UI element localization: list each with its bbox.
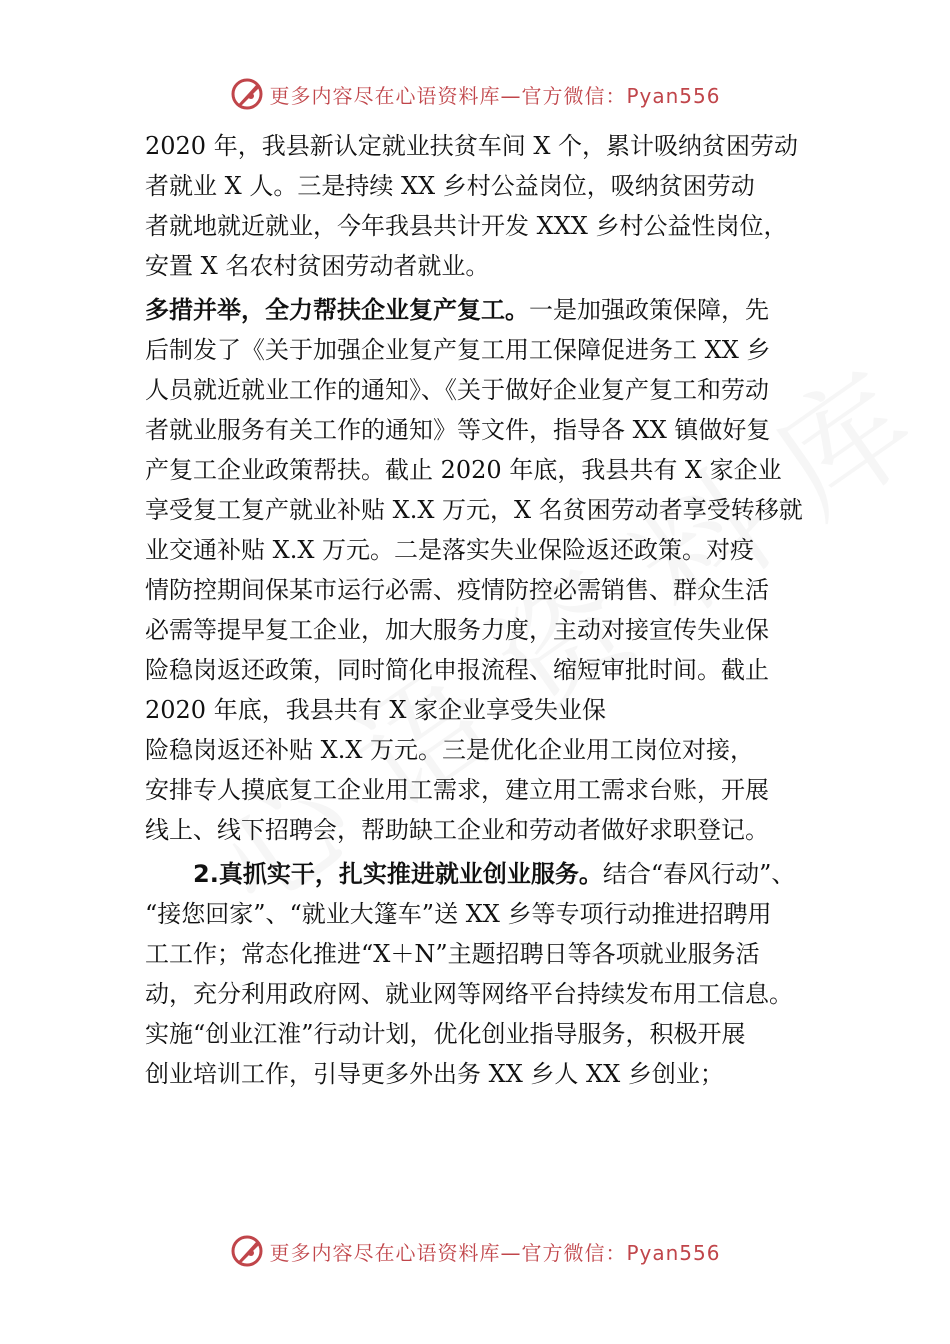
text-line: 2020 年，我县新认定就业扶贫车间 X 个，累计吸纳贫困劳动 <box>145 132 799 160</box>
text-line: 创业培训工作，引导更多外出务 XX 乡人 XX 乡创业； <box>145 1060 724 1088</box>
text-span: 一是加强政策保障，先 <box>529 296 769 324</box>
text-line <box>145 854 825 894</box>
footer-banner-text: 更多内容尽在心语资料库—官方微信：Pyan556 <box>269 1240 721 1265</box>
text-line: 者就业 X 人。三是持续 XX 乡村公益岗位，吸纳贫困劳动 <box>145 172 755 200</box>
text-line: 享受复工复产就业补贴 X.X 万元，X 名贫困劳动者享受转移就 <box>145 496 803 524</box>
text-line: 业交通补贴 X.X 万元。二是落实失业保险返还政策。对疫 <box>145 536 755 564</box>
footer-banner <box>0 1231 950 1271</box>
text-line: 者就地就近就业，今年我县共计开发 XXX 乡村公益性岗位， <box>145 212 788 240</box>
header-banner-text: 更多内容尽在心语资料库—官方微信：Pyan556 <box>269 83 721 108</box>
text-line <box>145 290 825 330</box>
text-line: 者就业服务有关工作的通知》等文件，指导各 XX 镇做好复 <box>145 416 771 444</box>
text-line: 动，充分利用政府网、就业网等网络平台持续发布用工信息。 <box>145 980 793 1008</box>
text-line: 实施“创业江淮”行动计划，优化创业指导服务，积极开展 <box>145 1020 746 1048</box>
paragraph-2 <box>145 290 825 850</box>
text-line: 险稳岗返还政策，同时简化申报流程、缩短审批时间。截止 <box>145 656 769 684</box>
text-line: 人员就近就业工作的通知》、《关于做好企业复产复工和劳动 <box>145 376 769 404</box>
paragraph-3 <box>145 854 825 1094</box>
text-span: 结合“春风行动”、 <box>602 860 796 888</box>
text-line: 必需等提早复工企业，加大服务力度，主动对接宣传失业保 <box>145 616 769 644</box>
quill-logo-icon <box>229 76 265 112</box>
text-line: 安排专人摸底复工企业用工需求，建立用工需求台账，开展 <box>145 776 769 804</box>
text-line: 险稳岗返还补贴 X.X 万元。三是优化企业用工岗位对接， <box>145 736 755 764</box>
text-line: 线上、线下招聘会，帮助缺工企业和劳动者做好求职登记。 <box>145 816 769 844</box>
text-line: “接您回家”、“就业大篷车”送 XX 乡等专项行动推进招聘用 <box>145 900 772 928</box>
header-banner <box>0 74 950 114</box>
text-line: 情防控期间保某市运行必需、疫情防控必需销售、群众生活 <box>145 576 769 604</box>
paragraph-heading: 多措并举，全力帮扶企业复产复工。 <box>145 296 529 324</box>
document-body <box>145 126 825 1094</box>
text-line: 安置 X 名农村贫困劳动者就业。 <box>145 252 490 280</box>
paragraph-1 <box>145 126 825 286</box>
text-line: 工工作；常态化推进“X＋N”主题招聘日等各项就业服务活 <box>145 940 760 968</box>
text-line: 2020 年底，我县共有 X 家企业享受失业保 <box>145 696 607 724</box>
text-line: 后制发了《关于加强企业复产复工用工保障促进务工 XX 乡 <box>145 336 771 364</box>
paragraph-heading: 2.真抓实干，扎实推进就业创业服务。 <box>193 860 603 888</box>
text-line: 产复工企业政策帮扶。截止 2020 年底，我县共有 X 家企业 <box>145 456 782 484</box>
quill-logo-icon <box>229 1233 265 1269</box>
